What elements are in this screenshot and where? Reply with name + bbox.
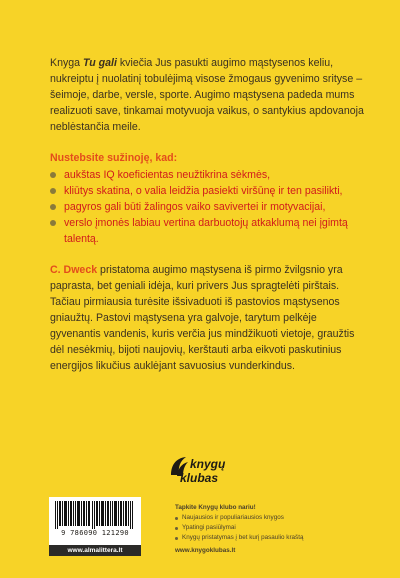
publisher-url[interactable]: www.almalittera.lt [49,545,141,556]
list-item: Knygų pristatymas į bet kurį pasaulio kraštą [175,533,365,543]
club-list [175,513,365,543]
list-item-text: pagyros gali būti žalingos vaiko savivertei ir motyvacijai, [64,201,326,213]
barcode-bars-icon [55,501,135,529]
knygu-klubas-logo [168,455,238,495]
list-item [50,167,370,183]
logo-line1: knygų [190,457,226,471]
learn-list [50,167,370,247]
club-info [175,504,365,554]
list-item-text: verslo įmonės labiau vertina darbuotojų atkaklumą nei įgimtą talentą. [64,217,348,245]
intro-paragraph [50,55,365,135]
bullet-dot-icon [50,172,56,178]
bullet-dot-icon [50,188,56,194]
isbn-number: 9 786090 121290 [61,529,129,537]
bullet-dot-icon [50,220,56,226]
intro-rest: kviečia Jus pasukti augimo mąstysenos keliu, nukreiptu į nuolatinį tobulėjimą visose žmogaus gyvenimo srityse – šeimoje, darbe, versle, sporte. Augimo mąstysena padeda mums realizuoti save, tinkamai motyvuoja vaikus, o santykius apdovanoja neblėstančia meile. [50,57,364,133]
list-item [50,215,370,247]
body-text [50,262,368,374]
bullet-dot-icon [50,204,56,210]
body-paragraph [50,262,368,374]
list-item: Ypatingi pasiūlymai [175,523,365,533]
intro-lead: Knyga [50,57,83,69]
intro-text [50,55,365,135]
club-url[interactable]: www.knygoklubas.lt [175,547,236,554]
list-item [50,183,370,199]
logo-line2: klubas [180,471,219,485]
barcode [49,497,141,545]
author-name: C. Dweck [50,264,98,276]
body-rest: pristatoma augimo mąstysena iš pirmo žvilgsnio yra paprasta, bet geniali idėja, kuri privers Jus spragtelėti pirštais. Tačiau pirmiausia turėsite išsivaduoti iš pastovios mąstysenos gniaužtų. Pastovi mąstysena yra galvoje, tarytum pelkėje gyvenantis vandenis, kuris verčia jus mindžikuoti vietoje, graužtis dėl nesėkmių, bijoti naujovių, kerštauti arba eikvoti paskutinius energijos likučius auklėjant savuosius vunderkindus. [50,264,355,372]
learn-heading: Nustebsite sužinoję, kad: [50,152,178,164]
list-item [50,199,370,215]
list-item-text: kliūtys skatina, o valia leidžia pasiekti viršūnę ir ten pasilikti, [64,185,343,197]
list-item: Naujausios ir populiariausios knygos [175,513,365,523]
list-item-text: aukštas IQ koeficientas neužtikrina sėkmės, [64,169,271,181]
club-title: Tapkite Knygų klubo nariu! [175,504,256,511]
book-title: Tu gali [82,57,117,69]
